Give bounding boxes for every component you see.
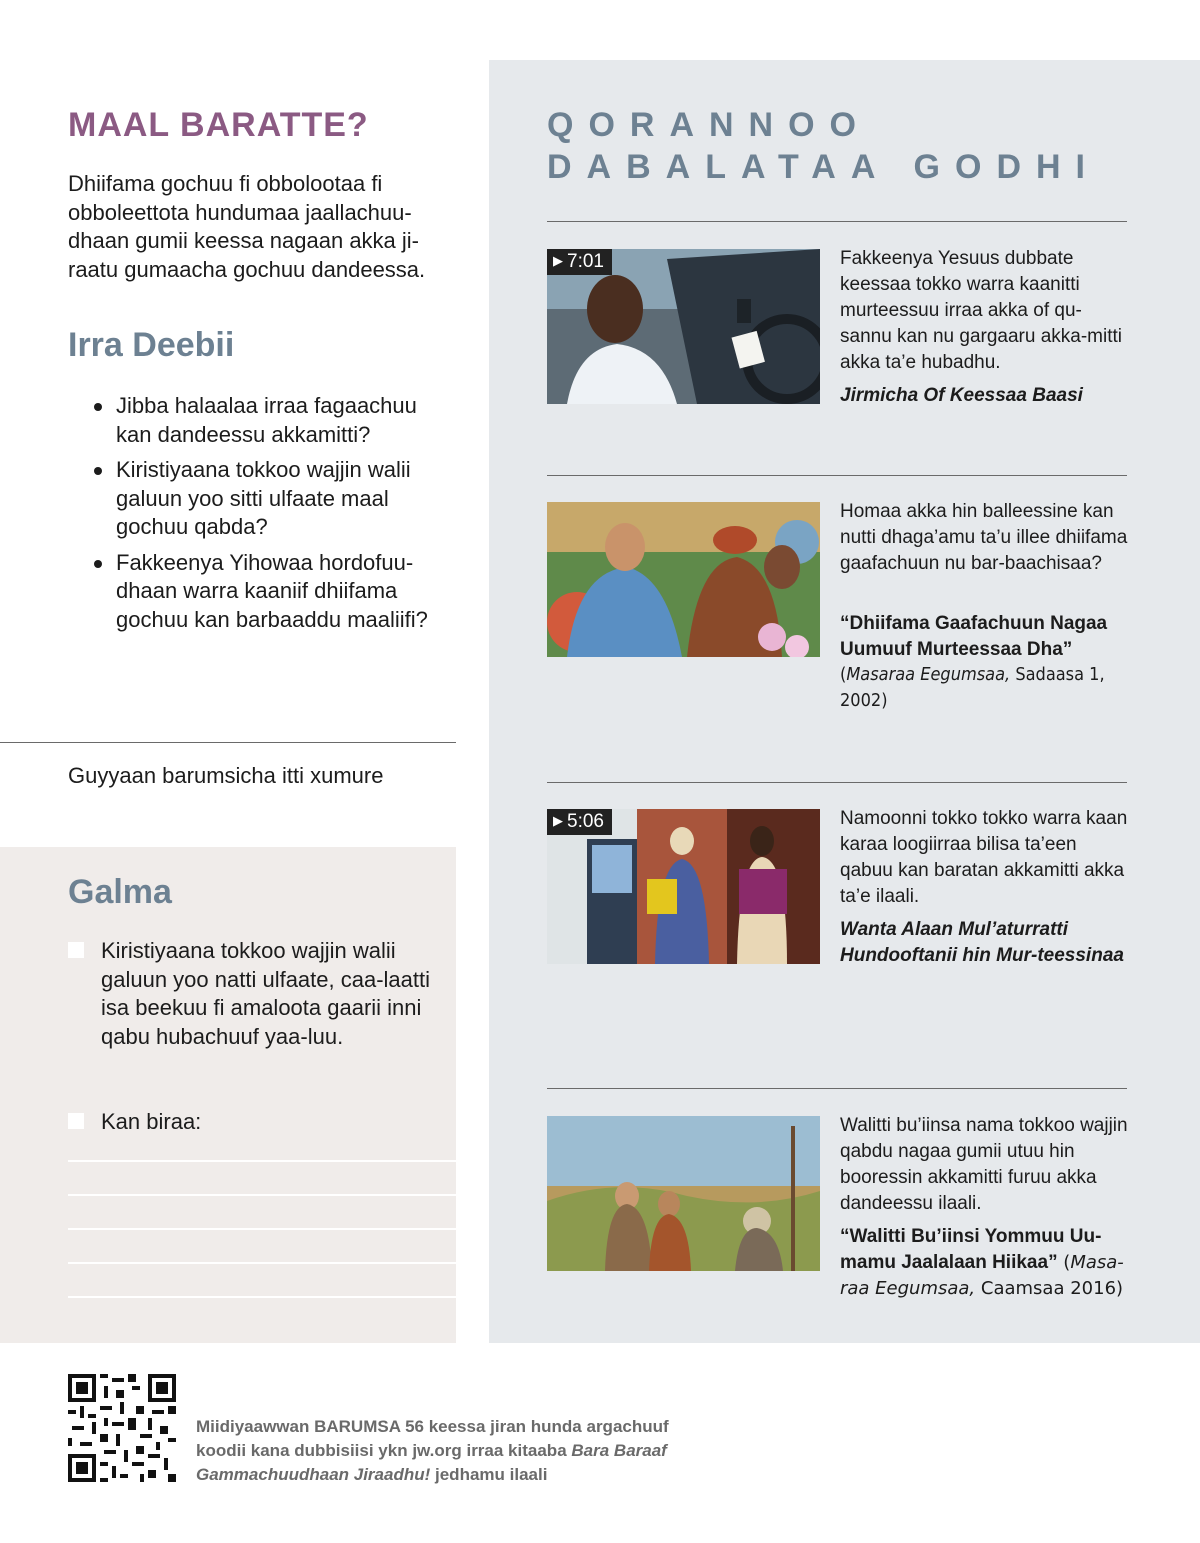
qr-code-icon [68,1374,176,1482]
reference-link[interactable]: “Dhiifama Gaafachuun Nagaa Uumuuf Murteessaa Dha” [840,613,1108,660]
goal-item [68,937,438,1051]
divider [0,742,456,743]
review-question: Jibba halaalaa irraa fagaachuu kan dandeessu akkamitti? [92,392,452,449]
writing-line[interactable] [68,1194,456,1196]
bullet-icon [94,560,102,568]
play-icon: ▶ [553,253,563,268]
reference-link[interactable]: Wanta Alaan Mul’aturratti Hundooftanii hin Mur-teessinaa [840,919,1124,966]
video-duration-badge: ▶ 7:01 [547,249,612,275]
reference-link[interactable]: “Walitti Bu’iinsi Yommuu Uu-mamu Jaalalaan Hiikaa” (Masa-raa Eegumsaa, Caamsaa 2016) [840,1226,1124,1299]
writing-line[interactable] [68,1160,456,1162]
item-description: Walitti bu’iinsa nama tokkoo wajjin qabdu nagaa gumii utuu hin booressin akkamitti furuu akka dandeessu ilaali. [840,1115,1128,1214]
footer-note: Miidiyaawwan BARUMSA 56 keessa jiran hunda argachuuf koodii kana dubbisiisi ykn jw.org irraa kitaaba Bara Baraaf Gammachuudhaan Jiraadhu! jedhamu ilaali [196,1417,669,1484]
greeting-scene-image [547,502,820,657]
goal-checkbox[interactable] [68,1113,84,1129]
biblical-scene-image [547,1116,820,1271]
divider [547,1088,1127,1089]
bullet-icon [94,403,102,411]
goal-text: Kiristiyaana tokkoo wajjin walii galuun yoo natti ulfaate, caa-laatti isa beekuu fi amaloota gaarii inni qabu hubachuuf yaa-luu. [101,938,431,1049]
article-thumbnail[interactable] [547,1116,820,1271]
review-heading: Irra Deebii [68,326,235,364]
goals-box [0,847,456,1343]
divider [547,475,1127,476]
completion-date-label: Guyyaan barumsicha itti xumure [68,763,384,788]
goal-item [68,1108,438,1137]
writing-line[interactable] [68,1228,456,1230]
play-icon: ▶ [553,813,563,828]
review-question: Kiristiyaana tokkoo wajjin walii galuun yoo sitti ulfaate maal gochuu qabda? [92,456,452,542]
video-thumbnail[interactable] [547,809,820,964]
divider [547,221,1127,222]
video-duration-badge: ▶ 5:06 [547,809,612,835]
section-title: MAAL BARATTE? [68,106,369,144]
item-description: Namoonni tokko tokko warra kaan karaa loogiirraa bilisa ta’een qabuu kan baratan akkamitti akka ta’e ilaali. [840,808,1128,907]
writing-line[interactable] [68,1262,456,1264]
item-description: Fakkeenya Yesuus dubbate keessaa tokko warra kaanitti murteessuu irraa akka of qu-sannu kan nu gargaaru akka-mitti akka ta’e hubadhu. [840,248,1122,373]
goals-heading: Galma [68,873,172,911]
review-question: Fakkeenya Yihowaa hordofuu-dhaan warra kaaniif dhiifama gochuu kan barbaaddu maaliifi? [92,549,452,635]
qr-code[interactable] [68,1374,176,1482]
article-thumbnail[interactable] [547,502,820,657]
divider [547,782,1127,783]
bullet-icon [94,467,102,475]
intro-paragraph: Dhiifama gochuu fi obbolootaa fi obboleettota hundumaa jaallachuu-dhaan gumii keessa nagaan akka ji-raatu gumaacha gochuu dandeessa. [68,171,426,282]
item-description: Homaa akka hin balleessine kan nutti dhaga’amu ta’u illee dhiifama gaafachuun nu bar-baachisaa? [840,501,1128,574]
writing-line[interactable] [68,1296,456,1298]
further-study-title: QORANNOO DABALATAA GODHI [547,106,1100,186]
reference-link[interactable]: Jirmicha Of Keessaa Baasi [840,385,1083,406]
video-thumbnail[interactable] [547,249,820,404]
goal-text: Kan biraa: [101,1109,202,1134]
reference-source: (Masaraa Eegumsaa, Sadaasa 1, 2002) [840,664,1105,711]
goal-checkbox[interactable] [68,942,84,958]
review-questions [92,392,452,641]
